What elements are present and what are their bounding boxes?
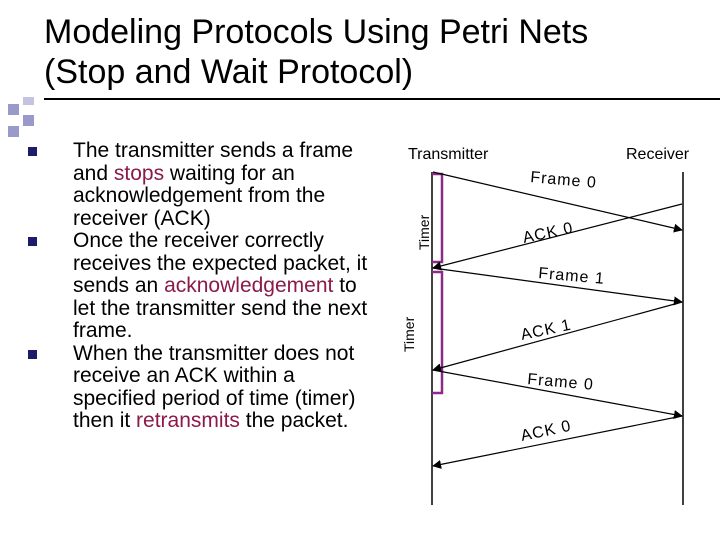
title-line-2: (Stop and Wait Protocol) (44, 53, 414, 91)
highlighted-term: stops (113, 161, 165, 185)
timer-bracket-2 (432, 272, 442, 393)
highlighted-term: acknowledgement (164, 274, 334, 297)
message-label-frame-0: Frame 0 (529, 169, 598, 192)
message-label-ack-1: ACK 1 (519, 316, 573, 344)
bullet-text: The transmitter sends a frame and (73, 139, 354, 185)
title-line-1: Modeling Protocols Using Petri Nets (44, 13, 589, 51)
message-label-ack-0-second: ACK 0 (519, 417, 573, 445)
timer-bracket-1 (432, 174, 442, 262)
bullet-text: When the transmitter does not receive an ACK within a specified period of time (timer) then it (73, 341, 356, 432)
receiver-label: Receiver (626, 146, 690, 163)
message-label-ack-0: ACK 0 (521, 219, 575, 247)
timer-label-2: Timer (401, 316, 417, 352)
bullet-text: to let the transmitter send the next frame. (73, 274, 368, 342)
highlighted-term: retransmits (136, 409, 240, 432)
message-label-frame-0-second: Frame 0 (526, 371, 595, 394)
message-label-frame-1: Frame 1 (537, 265, 606, 288)
transmitter-label: Transmitter (408, 146, 489, 163)
bullet-text: waiting for an acknowledgement from the receiver (ACK) (73, 161, 326, 230)
bullet-text: the packet. (239, 409, 349, 432)
bullet-text: Once the receiver correctly receives the expected packet, it sends an (73, 229, 368, 297)
timer-label-1: Timer (416, 214, 432, 250)
